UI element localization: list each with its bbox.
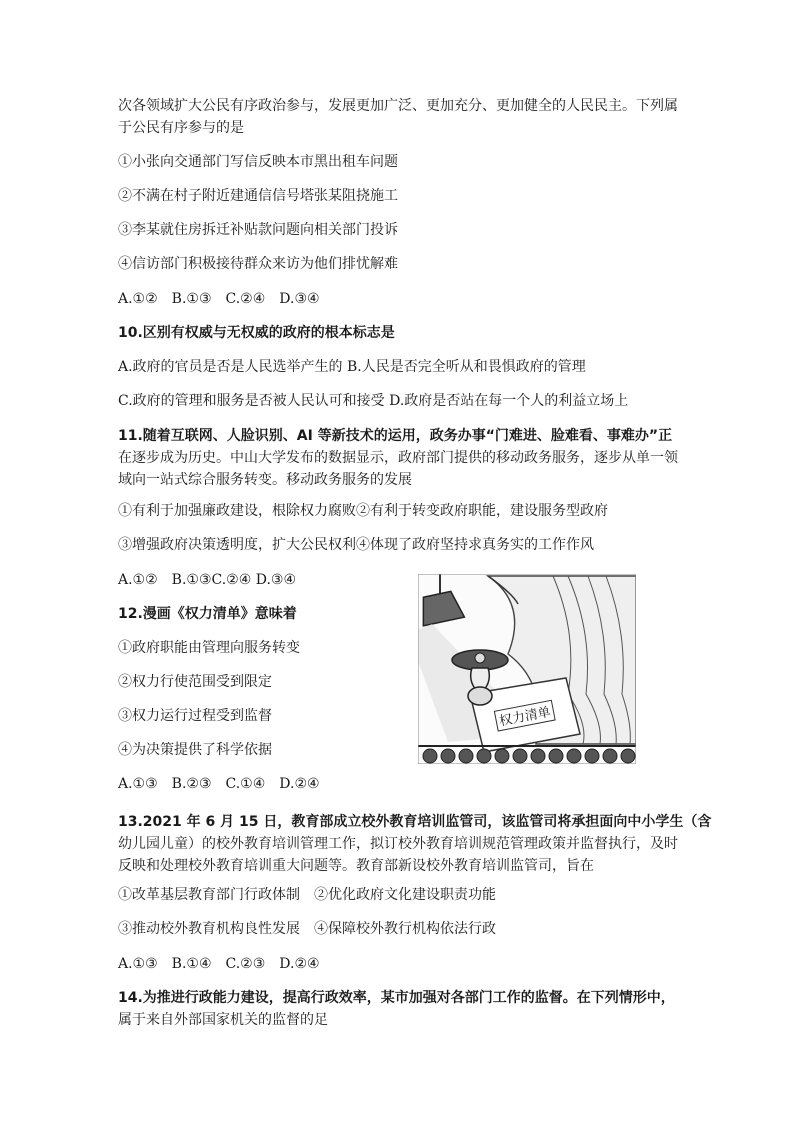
q11-stem-line1: 11.随着互联网、人脸识别、AI 等新技术的运用，政务办事“门难进、脸难看、事难办”正 (118, 428, 673, 444)
q12-answers: A.①③ B.②③ C.①④ D.②④ (118, 776, 320, 792)
q13-stem-line2: 幼儿园儿童）的校外教育培训管理工作，拟订校外教育培训规范管理政策并监督执行，及时 (118, 836, 678, 852)
power-list-cartoon (418, 574, 636, 764)
q12-option-2: ②权力行使范围受到限定 (118, 674, 272, 690)
q14-stem-line2: 属于来自外部国家机关的监督的足 (118, 1012, 328, 1028)
q9-option-1: ①小张向交通部门写信反映本市黑出租车问题 (118, 154, 398, 170)
q14-stem-line1: 14.为推进行政能力建设，提高行政效率，某市加强对各部门工作的监督。在下列情形中， (118, 990, 675, 1006)
q9-option-2: ②不满在村子附近建通信信号塔张某阻挠施工 (118, 188, 398, 204)
q13-options-12: ①改革基层教育部门行政体制 ②优化政府文化建设职责功能 (118, 887, 496, 903)
q13-answers: A.①③ B.①④ C.②③ D.②④ (118, 956, 320, 972)
q12-option-4: ④为决策提供了科学依据 (118, 742, 272, 758)
q10-options-ab: A.政府的官员是否是人民选举产生的 B.人民是否完全听从和畏惧政府的管理 (118, 359, 586, 375)
q11-options-34: ③增强政府决策透明度，扩大公民权利④体现了政府坚持求真务实的工作作风 (118, 537, 594, 553)
q11-stem-line2: 在逐步成为历史。中山大学发布的数据显示，政府部门提供的移动政务服务，逐步从单一领 (118, 450, 678, 466)
q12-option-1: ①政府职能由管理向服务转变 (118, 640, 300, 656)
q9-stem-line1: 次各领域扩大公民有序政治参与，发展更加广泛、更加充分、更加健全的人民民主。下列属 (118, 98, 678, 114)
q9-answers: A.①② B.①③ C.②④ D.③④ (118, 291, 320, 307)
q12-stem: 12.漫画《权力清单》意味着 (118, 606, 297, 622)
q11-answers: A.①② B.①③C.②④ D.③④ (118, 572, 296, 588)
q13-stem-line3: 反映和处理校外教育培训重大问题等。教育部新设校外教育培训监管司，旨在 (118, 858, 594, 874)
q13-stem-line1: 13.2021 年 6 月 15 日，教育部成立校外教育培训监管司，该监管司将承担面向中小学生（含 (118, 814, 712, 830)
q9-stem-line2: 于公民有序参与的是 (118, 120, 244, 136)
cartoon-caption: 权力清单 (498, 704, 553, 730)
q9-option-3: ③李某就住房拆迁补贴款问题向相关部门投诉 (118, 222, 398, 238)
q11-stem-line3: 域向一站式综合服务转变。移动政务服务的发展 (118, 472, 412, 488)
q13-options-34: ③推动校外教育机构良性发展 ④保障校外教行机构依法行政 (118, 921, 496, 937)
q11-options-12: ①有利于加强廉政建设，根除权力腐败②有利于转变政府职能，建设服务型政府 (118, 503, 608, 519)
q10-options-cd: C.政府的管理和服务是否被人民认可和接受 D.政府是否站在每一个人的利益立场上 (118, 393, 629, 409)
cartoon-drawing (418, 574, 636, 764)
q12-option-3: ③权力运行过程受到监督 (118, 708, 272, 724)
q10-stem: 10.区别有权威与无权威的政府的根本标志是 (118, 325, 395, 341)
q9-option-4: ④信访部门积极接待群众来访为他们排忧解难 (118, 256, 398, 272)
